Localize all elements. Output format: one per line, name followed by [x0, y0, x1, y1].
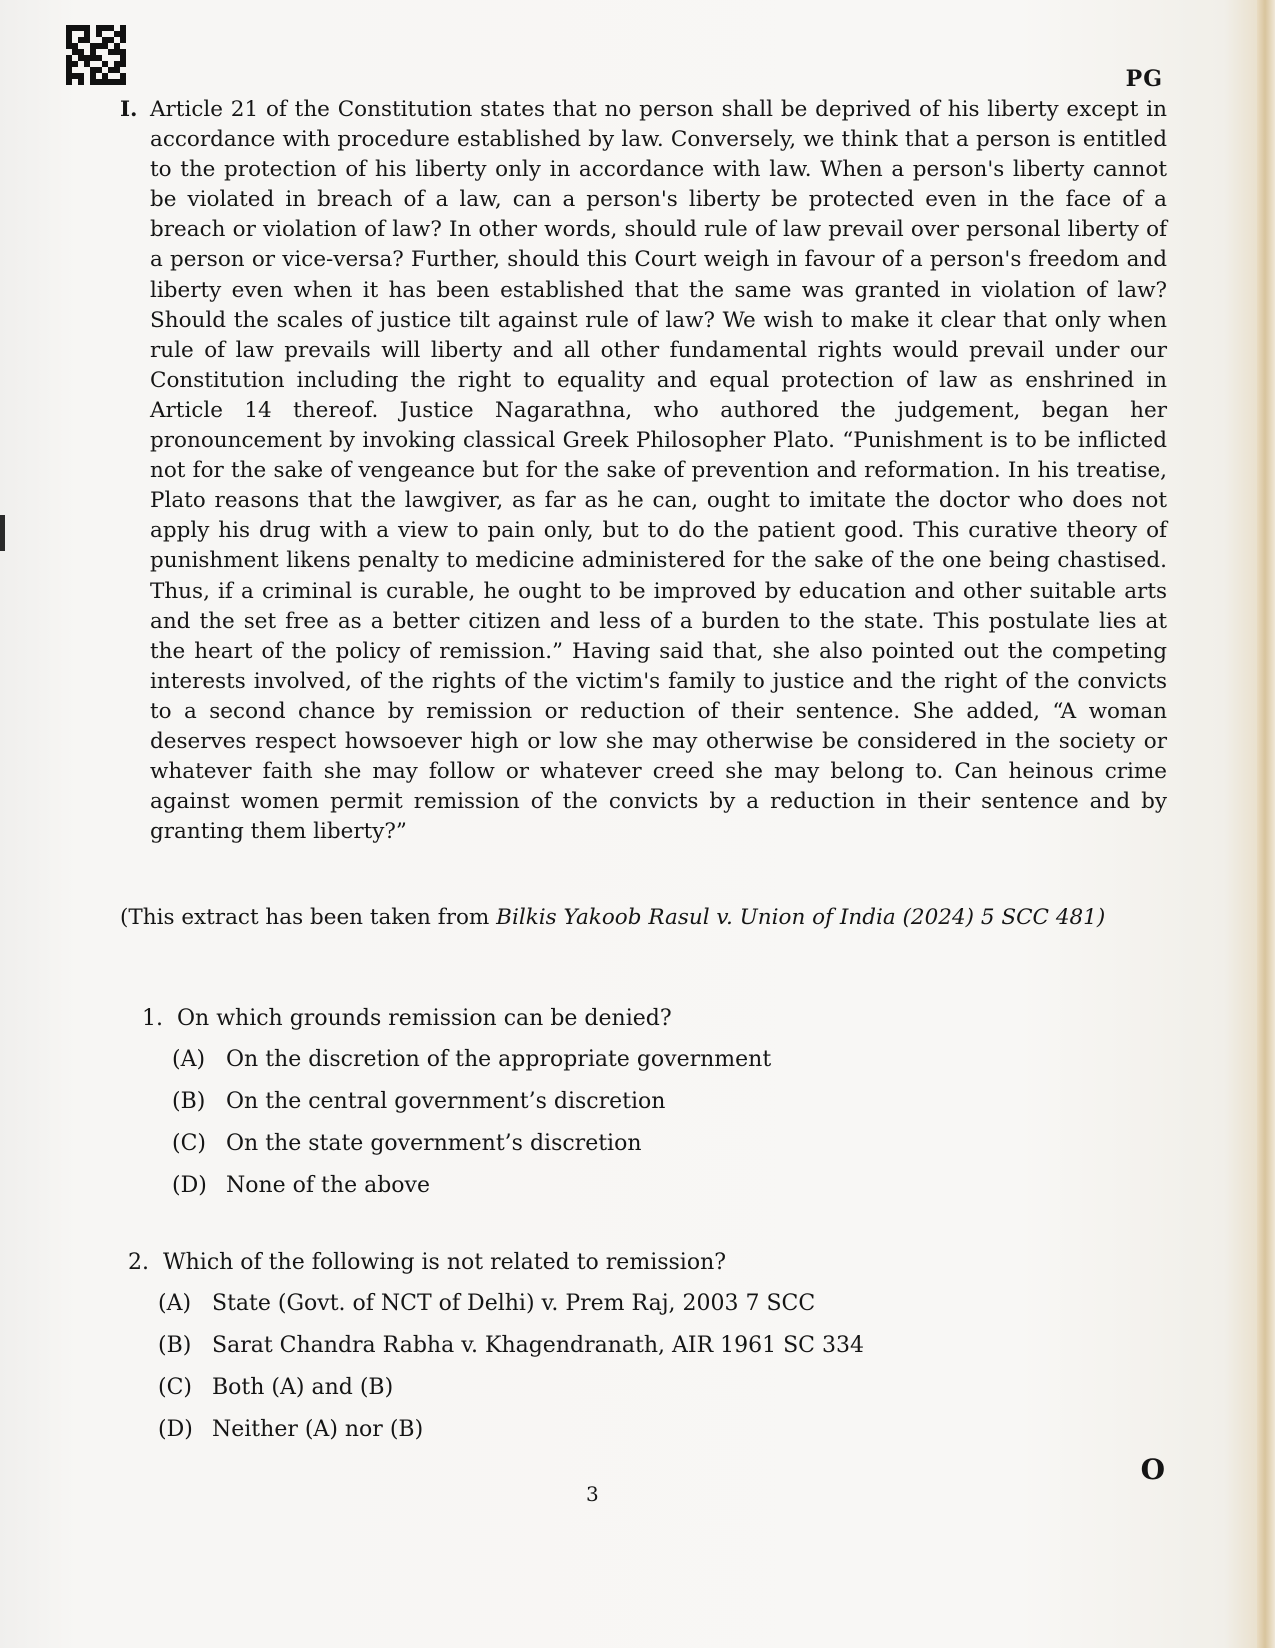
option-label: (C) [172, 1130, 206, 1156]
option-label: (A) [158, 1290, 192, 1316]
option-text: On the central government’s discretion [226, 1088, 666, 1114]
option-label: (B) [158, 1332, 192, 1358]
page-number: 3 [586, 1482, 599, 1506]
passage-number: I. [120, 97, 138, 122]
option-a[interactable] [172, 1045, 1042, 1073]
page-edge [1257, 0, 1275, 1648]
option-label: (C) [158, 1374, 192, 1400]
option-c[interactable] [172, 1129, 1042, 1157]
option-label: (D) [158, 1416, 193, 1442]
question-text: On which grounds remission can be denied? [177, 1006, 672, 1031]
option-b[interactable] [172, 1087, 1042, 1115]
question-2 [128, 1250, 1028, 1443]
qr-code-icon [66, 25, 126, 85]
margin-mark [0, 515, 5, 551]
option-text: None of the above [226, 1172, 430, 1198]
set-code: O [1140, 1453, 1165, 1486]
case-citation: (2024) 5 SCC 481) [895, 905, 1106, 930]
passage-text: Article 21 of the Constitution states that no person shall be deprived of his liberty except in accordance with procedure established by law. Conversely, we think that a person is entitled to the protection of his liberty only in accordance with law. When a person's liberty cannot be violated in breach of a law, can a person's liberty be protected even in the face of a breach or violation of law? In other words, should rule of law prevail over personal liberty of a person or vice-versa? Further, should this Court weigh in favour of a person's freedom and liberty even when it has been established that the same was granted in violation of law? Should the scales of justice tilt against rule of law? We wish to make it clear that only when rule of law prevails will liberty and all other fundamental rights would prevail under our Constitution including the right to equality and equal protection of law as enshrined in Article 14 thereof. Justice Nagarathna, who authored the judgement, began her pronouncement by invoking classical Greek Philosopher Plato. “Punishment is to be inflicted not for the sake of vengeance but for the sake of prevention and reformation. In his treatise, Plato reasons that the lawgiver, as far as he can, ought to imitate the doctor who does not apply his drug with a view to pain only, but to do the patient good. This curative theory of punishment likens penalty to medicine administered for the sake of the one being chastised. Thus, if a criminal is curable, he ought to be improved by education and other suitable arts and the set free as a better citizen and less of a burden to the state. This postulate lies at the heart of the policy of remission.” Having said that, she also pointed out the competing interests involved, of the rights of the victim's family to justice and the right of the convicts to a second chance by remission or reduction of their sentence. She added, “A woman deserves respect howsoever high or low she may otherwise be considered in the society or whatever faith she may follow or whatever creed she may belong to. Can heinous crime against women permit remission of the convicts by a reduction in their sentence and by granting them liberty?” [150, 97, 1167, 845]
option-label: (B) [172, 1088, 206, 1114]
question-text: Which of the following is not related to remission? [163, 1250, 727, 1275]
option-text: Both (A) and (B) [212, 1374, 394, 1400]
option-text: On the state government’s discretion [226, 1130, 642, 1156]
option-text: On the discretion of the appropriate government [226, 1046, 772, 1072]
option-text: State (Govt. of NCT of Delhi) v. Prem Raj, 2003 7 SCC [212, 1290, 816, 1316]
option-label: (A) [172, 1046, 206, 1072]
option-d[interactable] [172, 1171, 1042, 1199]
source-prefix: (This extract has been taken from [120, 905, 497, 930]
option-c[interactable] [158, 1373, 1028, 1401]
option-b[interactable] [158, 1331, 1028, 1359]
option-d[interactable] [158, 1415, 1028, 1443]
question-1 [142, 1006, 1042, 1199]
case-name: Bilkis Yakoob Rasul v. Union of India [496, 905, 896, 930]
question-number: 2. [128, 1250, 149, 1275]
source-citation [120, 905, 1180, 930]
question-number: 1. [142, 1006, 163, 1031]
option-label: (D) [172, 1172, 207, 1198]
option-text: Sarat Chandra Rabha v. Khagendranath, AIR 1961 SC 334 [212, 1332, 864, 1358]
option-a[interactable] [158, 1289, 1028, 1317]
passage [122, 95, 1167, 847]
option-text: Neither (A) nor (B) [212, 1416, 424, 1442]
paper-code: PG [1125, 66, 1163, 92]
